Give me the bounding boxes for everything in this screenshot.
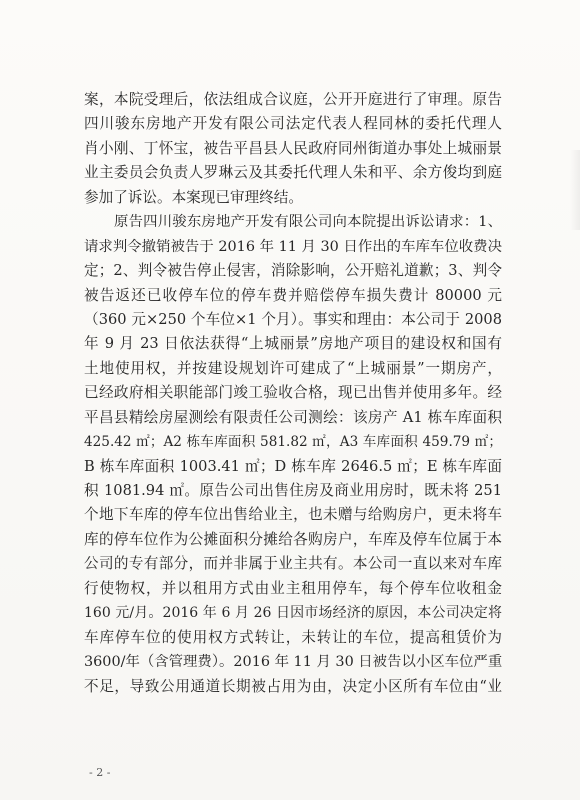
text-line: 土地使用权，并按建设规划许可建成了“上城丽景”一期房产， xyxy=(84,359,502,377)
text-line: B 栋车库面积 1003.41 ㎡；D 栋车库 2646.5 ㎡；E 栋车库面 xyxy=(84,457,502,475)
text-line: 不足，导致公用通道长期被占用为由，决定小区所有车位由“业 xyxy=(84,677,502,695)
text-line: 160 元/月。2016 年 6 月 26 日因市场经济的原因，本公司决定将 xyxy=(84,605,502,622)
text-line: 平昌县精绘房屋测绘有限责任公司测绘：该房产 A1 栋车库面积 xyxy=(84,408,502,426)
text-line: 积 1081.94 ㎡。原告公司出售住房及商业用房时，既未将 251 xyxy=(84,482,502,499)
page-number: - 2 - xyxy=(89,766,111,779)
text-line: 被告返还已收停车位的停车费并赔偿停车损失费计 80000 元 xyxy=(84,286,502,304)
text-line: （360 元×250 个车位×1 个月）。事实和理由：本公司于 2008 xyxy=(84,310,502,328)
text-line: 参加了诉讼。本案现已审理终结。 xyxy=(84,188,303,206)
text-line: 年 9 月 23 日依法获得“上城丽景”房地产项目的建设权和国有 xyxy=(84,335,502,353)
text-line: 车库停车位的使用权方式转让，未转让的车位，提高租赁价为 xyxy=(84,628,502,646)
paragraph-2 xyxy=(84,210,502,699)
text-line: 个地下车库的停车位出售给业主，也未赠与给购房户，更未将车 xyxy=(84,506,502,524)
text-line: 案，本院受理后，依法组成合议庭，公开开庭进行了审理。原告 xyxy=(84,91,502,108)
text-line: 定；2、判令被告停止侵害，消除影响，公开赔礼道歉；3、判令 xyxy=(84,262,502,280)
text-line: 库的停车位作为公摊面积分摊给各购房户，车库及停车位属于本 xyxy=(84,530,502,548)
text-line: 3600/年（含管理费）。2016 年 11 月 30 日被告以小区车位严重 xyxy=(84,654,503,671)
text-line: 425.42 ㎡；A2 栋车库面积 581.82 ㎡，A3 车库面积 459.79 ㎡； xyxy=(84,434,502,451)
text-line: 行使物权，并以租用方式由业主租用停车，每个停车位收租金 xyxy=(84,579,502,597)
text-line: 业主委员会负责人罗琳云及其委托代理人朱和平、余方俊均到庭 xyxy=(84,164,502,182)
paragraph-1 xyxy=(84,88,502,210)
text-line: 原告四川骏东房地产开发有限公司向本院提出诉讼请求：1、 xyxy=(114,214,502,231)
text-line: 请求判令撤销被告于 2016 年 11 月 30 日作出的车库车位收费决 xyxy=(84,238,502,255)
page-edge-shadow xyxy=(570,150,580,230)
text-line: 已经政府相关职能部门竣工验收合格，现已出售并使用多年。经 xyxy=(84,384,502,402)
document-body xyxy=(84,88,502,699)
text-line: 公司的专有部分，而并非属于业主共有。本公司一直以来对车库 xyxy=(84,555,502,573)
text-line: 四川骏东房地产开发有限公司法定代表人程同林的委托代理人 xyxy=(84,115,502,133)
text-line: 肖小刚、丁怀宝，被告平昌县人民政府同州街道办事处上城丽景 xyxy=(84,139,502,157)
